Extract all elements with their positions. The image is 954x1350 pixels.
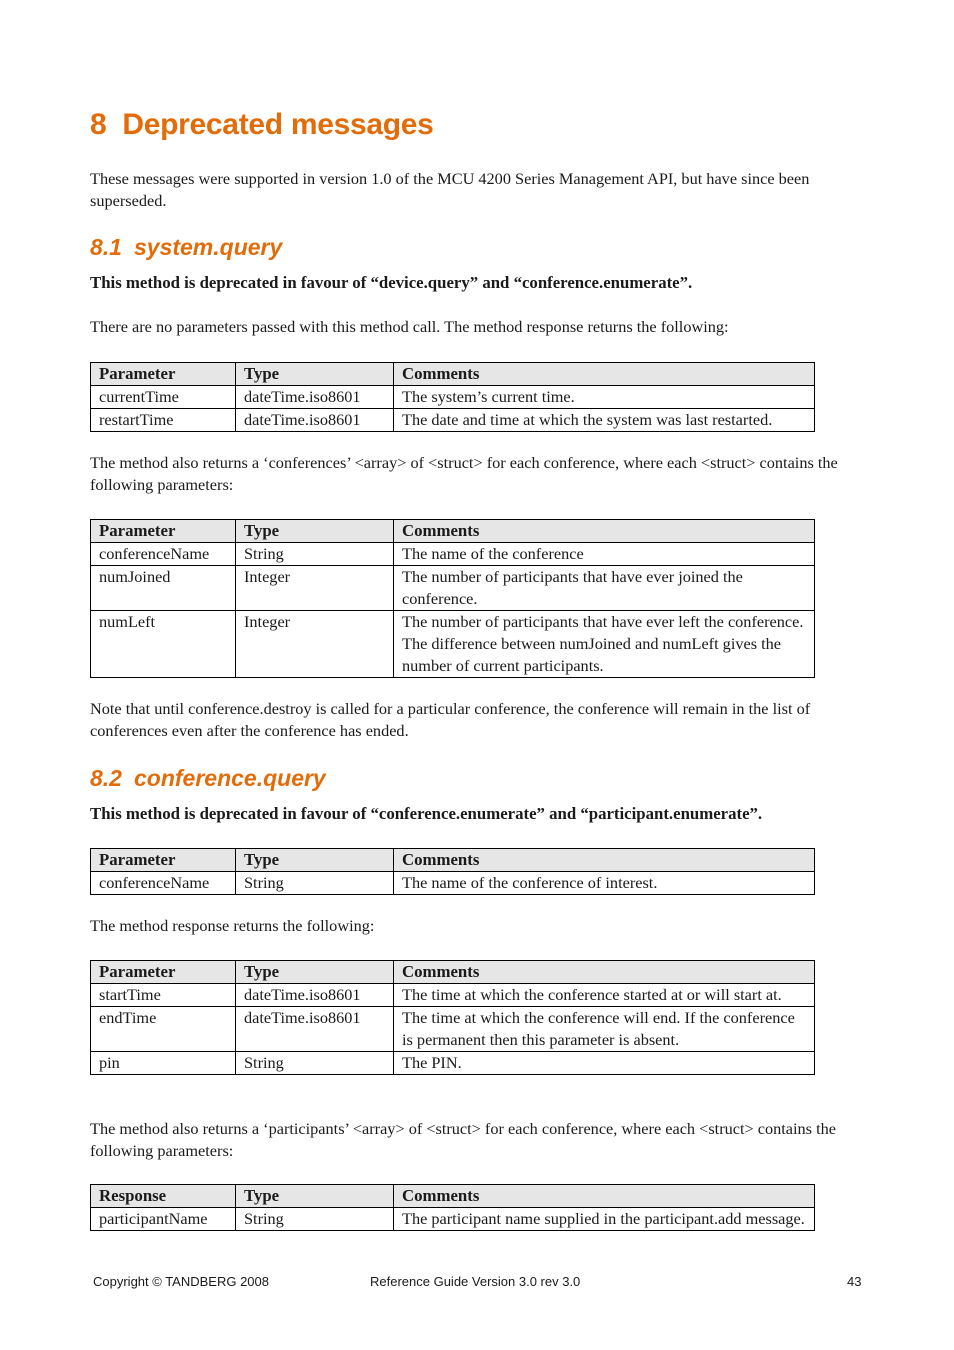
table-cell: currentTime <box>91 386 236 409</box>
table-cell: The time at which the conference will end. If the conference is permanent then this parameter is absent. <box>394 1007 815 1052</box>
table-row <box>91 1052 815 1075</box>
table-row <box>91 566 815 611</box>
table-cell: dateTime.iso8601 <box>236 984 394 1007</box>
chapter-title: Deprecated messages <box>122 108 434 141</box>
table-cell: The name of the conference of interest. <box>394 872 815 895</box>
conferences-struct-table <box>90 519 815 678</box>
table-cell: numJoined <box>91 566 236 611</box>
table-row <box>91 386 815 409</box>
section-heading-system-query <box>90 234 282 261</box>
table-cell: The time at which the conference started at or will start at. <box>394 984 815 1007</box>
column-header: Type <box>236 520 394 543</box>
column-header: Comments <box>394 520 815 543</box>
table-cell: The name of the conference <box>394 543 815 566</box>
table-header-row <box>91 1185 815 1208</box>
column-header: Comments <box>394 1185 815 1208</box>
table-cell: endTime <box>91 1007 236 1052</box>
table-cell: String <box>236 1208 394 1231</box>
table-cell: Integer <box>236 611 394 678</box>
table-header-row <box>91 961 815 984</box>
table-row <box>91 611 815 678</box>
table-row <box>91 543 815 566</box>
column-header: Parameter <box>91 363 236 386</box>
system-query-response-table <box>90 362 815 432</box>
footer-guide-version: Reference Guide Version 3.0 rev 3.0 <box>370 1274 581 1289</box>
section-number: 8.2 <box>90 765 122 791</box>
table-cell: pin <box>91 1052 236 1075</box>
column-header: Type <box>236 1185 394 1208</box>
column-header: Type <box>236 363 394 386</box>
table-row <box>91 872 815 895</box>
table-cell: numLeft <box>91 611 236 678</box>
table-cell: conferenceName <box>91 872 236 895</box>
column-header: Comments <box>394 961 815 984</box>
column-header: Response <box>91 1185 236 1208</box>
table-cell: participantName <box>91 1208 236 1231</box>
conference-query-response-table <box>90 960 815 1075</box>
section-heading-conference-query <box>90 765 326 792</box>
section-title: system.query <box>133 234 283 260</box>
paragraph: Note that until conference.destroy is called for a particular conference, the conference will remain in the list of conferences even after the conference has ended. <box>90 699 811 740</box>
column-header: Type <box>236 849 394 872</box>
table-cell: Integer <box>236 566 394 611</box>
table-row <box>91 409 815 432</box>
table-cell: restartTime <box>91 409 236 432</box>
deprecation-note: This method is deprecated in favour of “conference.enumerate” and “participant.enumerate”. <box>90 804 763 823</box>
column-header: Parameter <box>91 520 236 543</box>
table-cell: dateTime.iso8601 <box>236 386 394 409</box>
table-cell: dateTime.iso8601 <box>236 409 394 432</box>
section-number: 8.1 <box>90 234 122 260</box>
intro-paragraph: These messages were supported in version 1.0 of the MCU 4200 Series Management API, but have since been superseded. <box>90 169 810 210</box>
table-row <box>91 984 815 1007</box>
paragraph: The method also returns a ‘conferences’ <array> of <struct> for each conference, where each <struct> contains the following parameters: <box>90 453 838 494</box>
table-cell: The number of participants that have ever left the conference. The difference between numJoined and numLeft gives the number of current participants. <box>394 611 815 678</box>
table-cell: String <box>236 1052 394 1075</box>
section-title: conference.query <box>133 765 326 791</box>
table-cell: String <box>236 543 394 566</box>
table-cell: dateTime.iso8601 <box>236 1007 394 1052</box>
footer-copyright: Copyright © TANDBERG 2008 <box>93 1274 270 1289</box>
table-cell: startTime <box>91 984 236 1007</box>
conference-query-params-table <box>90 848 815 895</box>
column-header: Comments <box>394 363 815 386</box>
table-cell: The date and time at which the system was last restarted. <box>394 409 815 432</box>
column-header: Comments <box>394 849 815 872</box>
table-cell: The participant name supplied in the participant.add message. <box>394 1208 815 1231</box>
column-header: Parameter <box>91 961 236 984</box>
paragraph: There are no parameters passed with this method call. The method response returns the following: <box>90 317 729 336</box>
chapter-number: 8 <box>90 108 107 141</box>
table-cell: The number of participants that have ever joined the conference. <box>394 566 815 611</box>
deprecation-note: This method is deprecated in favour of “device.query” and “conference.enumerate”. <box>90 273 693 292</box>
column-header: Parameter <box>91 849 236 872</box>
table-row <box>91 1208 815 1231</box>
table-cell: String <box>236 872 394 895</box>
footer-page-number: 43 <box>847 1274 862 1289</box>
participants-struct-table <box>90 1184 815 1231</box>
table-header-row <box>91 363 815 386</box>
table-cell: The system’s current time. <box>394 386 815 409</box>
table-row <box>91 1007 815 1052</box>
table-header-row <box>91 520 815 543</box>
table-cell: conferenceName <box>91 543 236 566</box>
paragraph: The method also returns a ‘participants’ <array> of <struct> for each conference, where each <struct> contains the following parameters: <box>90 1119 836 1160</box>
page-title <box>90 108 434 142</box>
table-cell: The PIN. <box>394 1052 815 1075</box>
column-header: Type <box>236 961 394 984</box>
table-header-row <box>91 849 815 872</box>
paragraph: The method response returns the following: <box>90 916 375 935</box>
